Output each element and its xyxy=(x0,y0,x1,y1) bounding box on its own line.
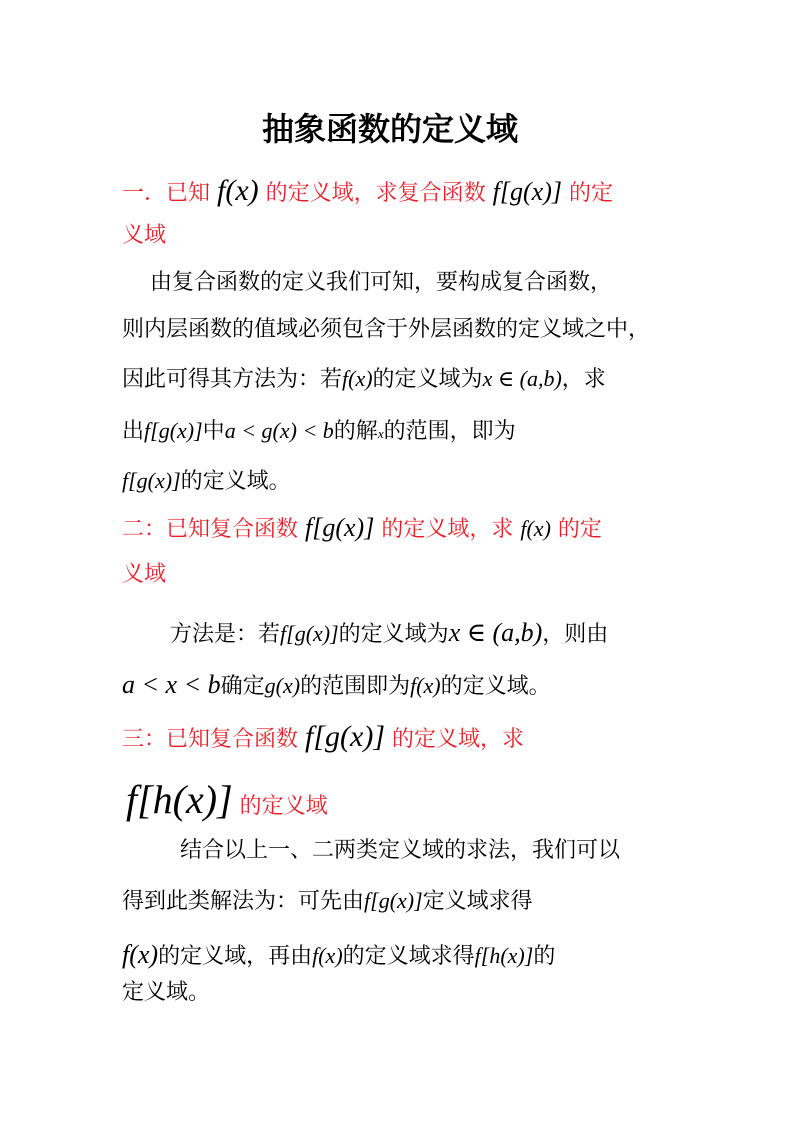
text-segment: 的定义域。 xyxy=(440,674,551,699)
formula-interval: x ∈ (a,b) xyxy=(482,366,562,391)
section-2-heading-prefix: 二：已知复合函数 xyxy=(122,517,299,542)
section-1-heading-mid: 的定义域，求复合函数 xyxy=(265,181,486,206)
formula-f-h-x: f[h(x)] xyxy=(474,943,534,968)
text-segment: 确定 xyxy=(220,674,265,699)
section-2-paragraph-line2 xyxy=(122,672,551,698)
section-1-paragraph-line3 xyxy=(122,368,606,391)
text-segment: 的范围即为 xyxy=(300,674,411,699)
formula-f-g-x: f[g(x)] xyxy=(144,418,203,443)
text-segment: 定义域求得 xyxy=(422,889,533,914)
text-segment: 方法是：若 xyxy=(170,622,281,647)
text-segment: 的 xyxy=(533,944,556,969)
formula-inequality: a < x < b xyxy=(122,670,221,699)
section-1-paragraph-line1: 由复合函数的定义我们可知，要构成复合函数， xyxy=(150,270,613,295)
formula-x: x xyxy=(377,426,384,441)
section-3-heading-prefix: 三：已知复合函数 xyxy=(122,727,299,752)
section-3-paragraph-line4: 定义域。 xyxy=(122,980,211,1005)
text-segment: 的定义域求得 xyxy=(342,944,475,969)
formula-inequality: a < g(x) < b xyxy=(224,418,334,443)
formula-f-g-x: f[g(x)] xyxy=(364,888,423,913)
text-segment: 的定义域，再由 xyxy=(158,944,313,969)
section-2-paragraph-line1 xyxy=(170,620,608,646)
page-title: 抽象函数的定义域 xyxy=(262,110,519,148)
text-segment: 因此可得其方法为：若 xyxy=(122,367,343,392)
section-1-heading xyxy=(122,176,613,206)
formula-f-x: f(x) xyxy=(217,174,259,207)
formula-g-x: g(x) xyxy=(264,673,301,698)
formula-f-g-x: f[g(x)] xyxy=(305,720,385,753)
text-segment: 的定义域为 xyxy=(338,622,449,647)
section-1-heading-suffix: 的定 xyxy=(569,181,614,206)
text-segment: 的定义域为 xyxy=(372,367,483,392)
formula-interval: x ∈ (a,b) xyxy=(448,618,543,647)
text-segment: ，求 xyxy=(561,367,606,392)
text-segment: 出 xyxy=(122,419,145,444)
text-segment: 得到此类解法为：可先由 xyxy=(122,889,365,914)
section-1-paragraph-line4 xyxy=(122,420,516,443)
formula-f-g-x: f[g(x)] xyxy=(122,468,181,493)
section-2-heading xyxy=(122,515,602,541)
section-3-paragraph-line2 xyxy=(122,890,533,913)
formula-f-g-x: f[g(x)] xyxy=(280,621,339,646)
section-2-heading-line2: 义域 xyxy=(122,562,167,587)
text-segment: 的范围，即为 xyxy=(383,419,516,444)
section-3-heading-line2 xyxy=(126,777,328,822)
section-3-paragraph-line3 xyxy=(122,942,555,968)
formula-f-x: f(x) xyxy=(122,940,159,969)
section-2-heading-mid: 的定义域，求 xyxy=(381,517,514,542)
section-1-heading-line2: 义域 xyxy=(122,223,167,248)
section-1-heading-prefix: 一．已知 xyxy=(122,181,211,206)
text-segment: 的解 xyxy=(333,419,378,444)
formula-f-x: f(x) xyxy=(312,943,343,968)
formula-f-x: f(x) xyxy=(410,673,441,698)
section-3-heading-mid: 的定义域，求 xyxy=(392,727,525,752)
text-segment: ，则由 xyxy=(542,622,609,647)
section-3-paragraph-line1: 结合以上一、二两类定义域的求法，我们可以 xyxy=(180,838,621,863)
formula-f-x: f(x) xyxy=(520,516,551,541)
text-segment: 中 xyxy=(202,419,225,444)
section-1-paragraph-line5 xyxy=(122,470,291,493)
formula-f-g-x: f[g(x)] xyxy=(305,513,375,542)
section-3-heading-suffix: 的定义域 xyxy=(239,794,328,819)
section-2-heading-suffix: 的定 xyxy=(557,517,602,542)
formula-f-h-x: f[h(x)] xyxy=(126,777,233,822)
section-3-heading xyxy=(122,722,524,752)
section-1-paragraph-line2: 则内层函数的值域必须包含于外层函数的定义域之中， xyxy=(122,317,651,342)
formula-f-x: f(x) xyxy=(342,366,373,391)
formula-f-g-x: f[g(x)] xyxy=(492,177,562,206)
text-segment: 的定义域。 xyxy=(180,469,291,494)
